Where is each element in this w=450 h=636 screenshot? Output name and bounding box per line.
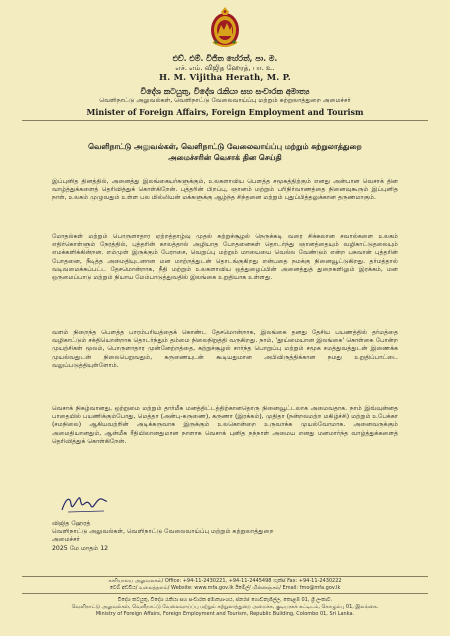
footer-divider-2 (22, 593, 428, 594)
minister-name-sinhala: එච්. එම්. විජිත හේරත්, පා. ම. (172, 53, 278, 63)
message-title-line-2: அமைச்சரின் வெசாக் தின செய்தி (168, 153, 282, 162)
footer-contact-web: වෙබ් අඩවිය/ வலைத்தளம்/ Website: www.mfa.gov.lk ඊමේල්/ மின்னஞ்சல்/ Email: fmo@mfa.gov.lk (109, 585, 341, 591)
footer-address-sinhala: විදේශ කටයුතු, විදේශ රැකියා සහ සංචාරක අමාත්‍යාංශය, ජනරජ ගොඩනැගිල්ල, කොළඹ 01, ශ්‍රී ලංකාව. (117, 597, 333, 603)
letterhead-divider (22, 120, 428, 121)
ministry-title-sinhala: විදේශ කටයුතු, විදේශ රැකියා සහ සංචාරක අමාත්‍ය (140, 86, 310, 96)
signatory-name: விஜித ஹேரத் (52, 520, 91, 527)
footer-contact-phone: காரியாலய அலுவலகம்/ Office: +94-11-2430221, +94-11-2445498 ෆැක්ස් Fax: +94-11-2430222 (108, 578, 342, 584)
footer-address-tamil: வெளிநாட்டு அலுவல்கள், வெளிநாட்டு வேலைவாய்ப்பு மற்றும் சுற்றுலாத்துறை அமைச்சு, குடியரசுக் கட்டிடம், கொழும்பு 01, இலங்கை. (71, 604, 379, 610)
minister-name-english: H. M. Vijitha Herath, M. P. (159, 73, 291, 83)
body-paragraph-4: வெசாக் நிகழ்வானது, ஒற்றுமை மற்றும் தார்மீக மனத்திட்டத்திற்கானதொரு நினைவூட்டலாக அமைவதாக. நாம் இவ்வுன்னத பாதையில் பயணிக்கும்போது, மெத்தா (அன்பு-கருணை), கருணா (இரக்கம்), முதிதா (நன்றலமற்ற மகிழ்ச்சி) மற்றும் உபேக்கா (சமநிலை) ஆகியவற்றின் அடிக்கருவாக இருக்கும் உலகொன்றை உருவாக்க முயல்வோமாக. அனைவருக்கும் அமைதியானதும், ஆன்மீக ரீதியிலானதுமான நாளாக வெசாக் புனித நந்நாள் அமைய எனது மனமார்ந்த வாழ்த்துக்களைத் தெரிவித்துக் கொள்கிறேன். (52, 405, 398, 445)
footer-divider (22, 576, 428, 577)
minister-name-tamil: எச். எம். விஜித ஹேரத், பா. உ. (175, 64, 275, 72)
body-paragraph-1: இப்புனித தினத்தில், அனைத்து இலங்கையர்களுக்கும், உலகளாவிய பௌத்த சமூகத்திற்கும் எனது அன்பான வெசாக் தின வாழ்த்துக்களைத் தெரிவித்துக் கொள்கிறேன். புத்தரின் பிறப்பு, ஞானம் மற்றும் பரிநிர்வாணத்தை நினைவுகூரும் இப்புனித நாள், உலகம் முழுவதும் உள்ள பல மில்லியன் மக்களுக்கு ஆழ்ந்த சிந்தனை மற்றும் புதுப்பித்தலுக்கான தருணமாகும். (52, 178, 398, 202)
ministry-title-english: Minister of Foreign Affairs, Foreign Employment and Tourism (86, 107, 364, 117)
sri-lanka-emblem-icon (207, 6, 243, 50)
signatory-title-line-2: அமைச்சர் (52, 536, 80, 543)
letter-date: 2025 மே மாதம் 12 (52, 545, 109, 552)
body-paragraph-2: மோதல்கள் மற்றும் பொருளாதார ஏற்றத்தாழ்வு முதல் சுற்றுச்சூழல் நெருக்கடி வரை சிக்கலான சவால்களை உலகம் எதிர்கொள்ளும் நேரத்தில், புத்தரின் காலத்தால் அழியாத போதனைகள் தொடர்ந்து ஞானத்தையும் வழிகாட்டுதலையும் எமக்களிக்கின்றன. எம்முள் இருக்கும் பேராசை, வெறுப்பு மற்றும் மாயையை வெல்ல வேண்டும் என்ற பகவான் புத்தரின் போதனை, நீடித்த அமைதியுடனான மன மாற்றத்துடன் தொடங்குகிறது என்பதை நமக்கு நினைவூட்டுகிறது. தர்மத்தால் வடிவமைக்கப்பட்ட தேசமொன்றாக, நீதி மற்றும் உலகளாவிய ஒத்துழைப்பின் அனைத்துத் துறைகளிலும் இரக்கம், மன ஒருமைப்பாடு மற்றும் நியாய மேம்பாடுத்துவதில் இலங்கை உறுதியாக உள்ளது. (52, 233, 398, 282)
ministry-title-tamil: வெளிநாட்டு அலுவல்கள், வெளிநாட்டு வேலைவாய்ப்பு மற்றும் சுற்றுலாத்துறை அமைச்சர் (99, 97, 351, 104)
footer-address-english: Ministry of Foreign Affairs, Foreign Employment and Tourism, Republic Building, Colombo 01, Sri Lanka. (95, 611, 355, 617)
handwritten-signature-icon (58, 492, 110, 516)
signatory-title-line-1: வெளிநாட்டு அலுவல்கள், வெளிநாட்டு வேலைவாய்ப்பு மற்றும் சுற்றுலாத்துறை (52, 528, 274, 535)
message-title-line-1: வெளிநாட்டு அலுவல்கள், வெளிநாட்டு வேலைவாய்ப்பு மற்றும் சுற்றுலாத்துறை (88, 142, 362, 151)
body-paragraph-3: வளம் நிறைந்த பௌத்த பாரம்பரியத்தைக் கொண்ட தேசமொன்றாக, இலங்கை தனது தேசிய பயணத்தில் தர்மத்தை வழிகாட்டும் சக்தியொன்றாக தொடர்ந்தும் தம்மை நிலைநிறுத்தி வருகிறது. நாம், 'தூய்மையான இலங்கை' கொள்கை போன்ற முயற்சிகள் மூலம், பொருளாதார முன்னேற்றத்தை, சுற்றுச்சூழல் சார்ந்த பொறுப்பு மற்றும் சமூக சமத்துவத்துடன் இணைக்க முயல்வதுடன் நிலைபெறுவதும், கருணையுடன் கூடியதுமான அபிவிருத்திக்கான நமது உறுதிப்பாட்டை வலுப்படுத்தியுள்ளோம். (52, 329, 398, 369)
